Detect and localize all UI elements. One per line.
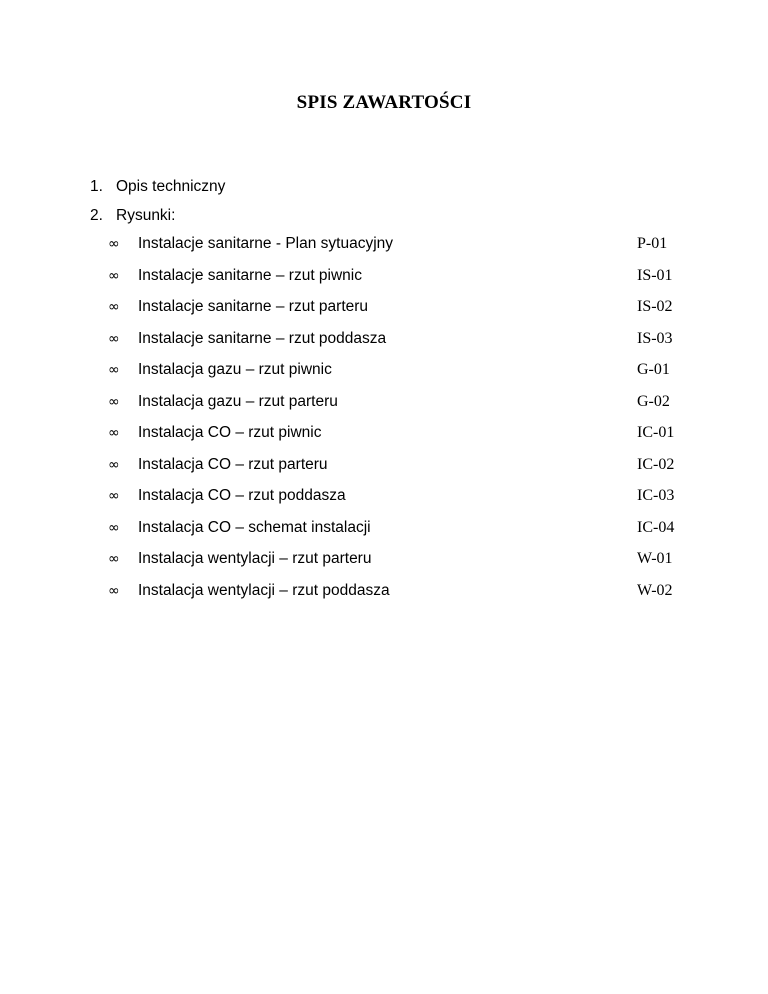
drawing-list-item — [108, 234, 708, 266]
infinity-bullet-icon: ∞ — [108, 582, 120, 599]
drawing-label: Instalacje sanitarne - Plan sytuacyjny — [138, 235, 394, 252]
drawing-list-item — [108, 423, 708, 455]
drawing-label: Instalacja wentylacji – rzut parteru — [138, 550, 372, 567]
drawing-label: Instalacje sanitarne – rzut poddasza — [138, 329, 387, 347]
table-of-contents — [90, 177, 690, 235]
drawing-label: Instalacja CO – rzut poddasza — [138, 487, 346, 504]
drawing-code: W-02 — [637, 581, 673, 599]
infinity-bullet-icon: ∞ — [108, 551, 120, 567]
toc-item — [90, 177, 690, 206]
drawing-label: Instalacja gazu – rzut parteru — [138, 392, 338, 410]
drawing-list-item — [108, 392, 708, 424]
drawing-code: IS-02 — [637, 298, 673, 315]
drawing-code: IS-03 — [637, 329, 673, 347]
drawing-label: Instalacja gazu – rzut piwnic — [138, 361, 332, 378]
drawing-label: Instalacja CO – schemat instalacji — [138, 518, 371, 536]
infinity-bullet-icon: ∞ — [108, 393, 120, 410]
drawing-code: IC-04 — [637, 518, 675, 536]
drawing-list-item — [108, 455, 708, 487]
drawing-label: Instalacje sanitarne – rzut parteru — [138, 298, 369, 315]
drawings-list — [108, 234, 708, 612]
drawing-label: Instalacja wentylacji – rzut poddasza — [138, 581, 390, 599]
drawing-list-item — [108, 518, 708, 550]
drawing-list-item — [108, 486, 708, 518]
drawing-list-item — [108, 329, 708, 361]
drawing-list-item — [108, 581, 708, 613]
drawing-list-item — [108, 297, 708, 329]
page-title: SPIS ZAWARTOŚCI — [296, 92, 472, 113]
toc-item — [90, 206, 690, 235]
infinity-bullet-icon: ∞ — [108, 519, 120, 536]
drawing-list-item — [108, 266, 708, 298]
infinity-bullet-icon: ∞ — [108, 362, 120, 378]
infinity-bullet-icon: ∞ — [108, 488, 120, 504]
infinity-bullet-icon: ∞ — [108, 236, 120, 252]
drawing-label: Instalacja CO – rzut piwnic — [138, 424, 322, 441]
toc-item-label: Rysunki: — [116, 207, 176, 224]
toc-item-number: 2. — [90, 207, 103, 224]
toc-item-label: Opis techniczny — [116, 178, 226, 195]
drawing-code: IC-03 — [637, 487, 675, 504]
drawing-label: Instalacje sanitarne – rzut piwnic — [138, 266, 363, 284]
drawing-code: W-01 — [637, 550, 673, 567]
infinity-bullet-icon: ∞ — [108, 267, 120, 284]
drawing-code: IC-02 — [637, 455, 675, 473]
drawing-code: IS-01 — [637, 266, 673, 284]
drawing-list-item — [108, 360, 708, 392]
drawing-code: P-01 — [637, 235, 668, 252]
infinity-bullet-icon: ∞ — [108, 456, 120, 473]
drawing-label: Instalacja CO – rzut parteru — [138, 455, 328, 473]
drawing-code: G-02 — [637, 392, 670, 410]
drawing-code: G-01 — [637, 361, 670, 378]
infinity-bullet-icon: ∞ — [108, 425, 120, 441]
infinity-bullet-icon: ∞ — [108, 299, 120, 315]
drawing-list-item — [108, 549, 708, 581]
drawing-code: IC-01 — [637, 424, 675, 441]
infinity-bullet-icon: ∞ — [108, 330, 120, 347]
toc-item-number: 1. — [90, 178, 103, 195]
